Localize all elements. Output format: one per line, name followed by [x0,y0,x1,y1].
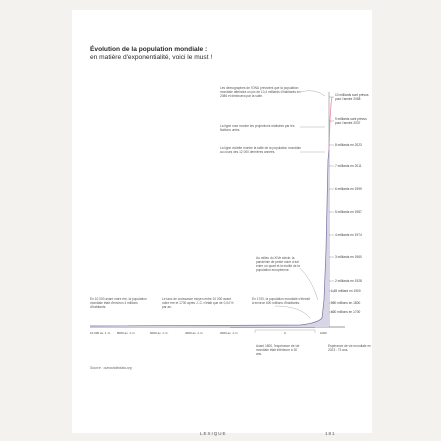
axis-label-6000bc: 6000 av. J.-C. [150,331,169,335]
axis-label-0: 0 [284,331,286,335]
milestone-6bn: 6 milliards en 1999 [335,187,362,191]
axis-label-4000bc: 4000 av. J.-C. [185,331,204,335]
axis-label-1000: 1000 [320,331,327,335]
milestone-3bn: 3 milliards en 1960 [335,255,362,259]
axis-label-10000bc: 10 000 av. J.-C. [90,331,111,335]
footer-label: LEXIQUE [200,431,227,436]
annotation-1700: En 1700, la population mondiale s'élevait à environ 600 millions d'habitants. [252,297,310,305]
axis-label-2000bc: 2000 av. J.-C. [220,331,239,335]
milestone-9bn: 9 milliards sont prévus pour l'année 2037 [335,117,367,125]
annotation-black-death: Au milieu du XIVe siècle, la pandémie de peste noire a tué entre un quart et la moitié de la population européenne. [256,256,300,272]
milestone-8bn: 8 milliards en 2023 [335,143,362,147]
annotation-projection: La ligne rose montre les projections réalisées par les Nations unies. [220,124,295,132]
annotation-growth-rate: Le taux de croissance moyen entre 10 000 avant notre ère et 1700 après J.-C. n'était que de 0,04 % par an. [162,297,234,309]
page-number: 181 [325,431,336,436]
milestone-10bn: 10 milliards sont prévus pour l'année 2058 [335,93,369,101]
milestone-2bn: 2 milliards en 1928 [335,279,362,283]
title-line-1: Évolution de la population mondiale : [90,46,208,53]
title-line-2: en matière d'exponentialité, voici le must ! [90,54,213,61]
milestone-1-65bn: 1,65 milliard en 1900 [331,289,361,293]
caption-life-expectancy-2023: Espérance de vie mondiale en 2023 : 73 ans. [328,344,371,352]
milestone-7bn: 7 milliards en 2011 [335,164,362,168]
milestone-600m: 600 millions en 1700 [331,310,361,314]
milestone-990m: 990 millions en 1800 [331,301,361,305]
projection-curve [329,97,332,150]
annotation-violet-line: La ligne violette montre la taille de la population mondiale au cours des 12 000 dernières années. [220,146,301,154]
milestone-4bn: 4 milliards en 1974 [335,233,362,237]
annotation-10000bc: En 10 000 avant notre ère, la population mondiale était d'environ 4 millions d'habitants. [90,297,147,309]
source-note: Source : ourworldindata.org [90,366,132,370]
milestone-5bn: 5 milliards en 1987 [335,210,362,214]
caption-life-expectancy-pre1800: Avant 1800, l'espérance de vie mondiale était inférieure à 30 ans. [256,344,300,356]
annotation-peak: Les démographes de l'ONU prévoient que la population mondiale atteindra un pic de 10,4 milliards d'habitants en 2086 et diminuera par la suite. [220,86,301,98]
axis-label-8000bc: 8000 av. J.-C. [117,331,136,335]
